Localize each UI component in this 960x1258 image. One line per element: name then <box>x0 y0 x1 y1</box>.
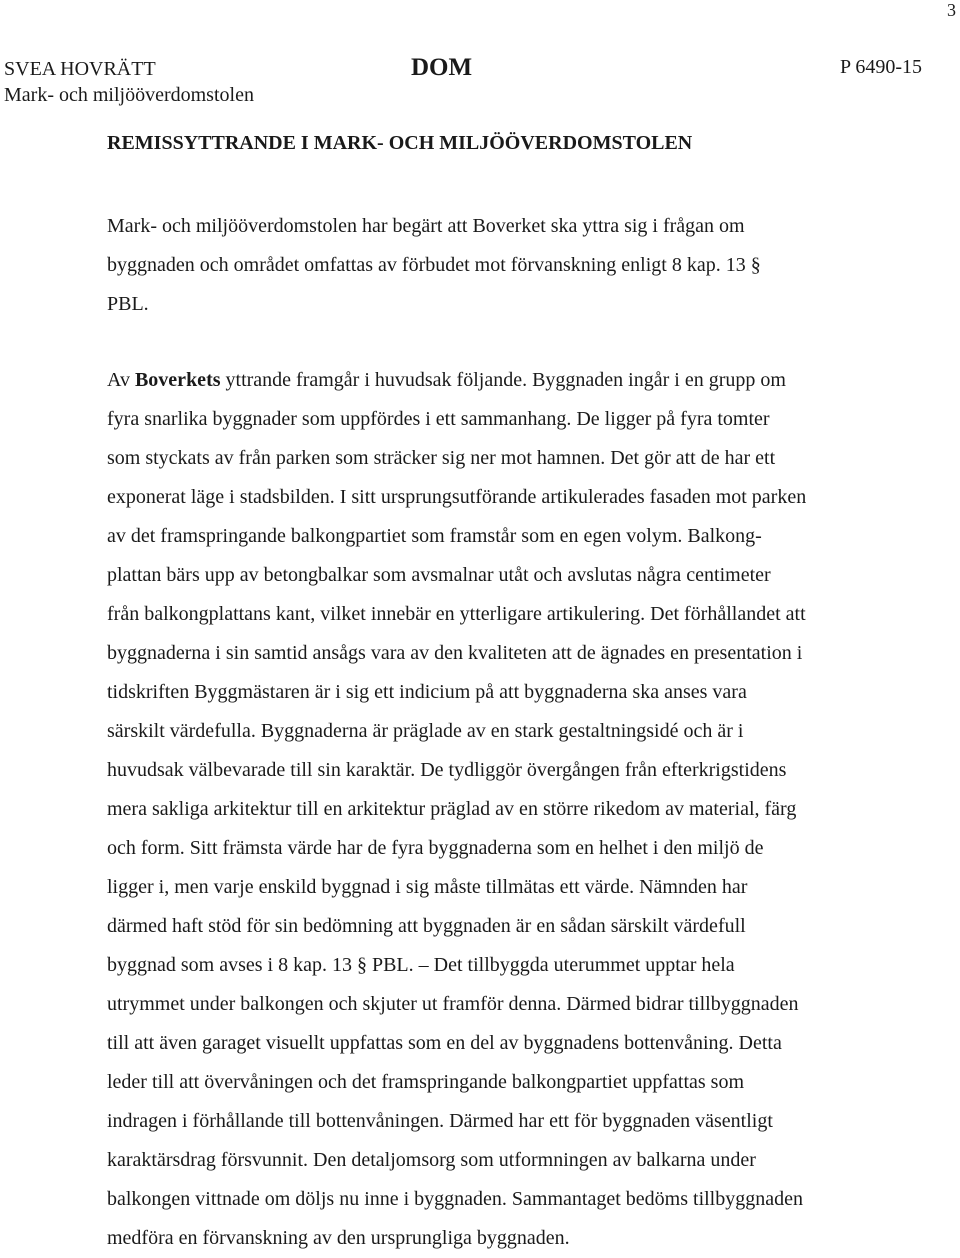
body-line: särskilt värdefulla. Byggnaderna är präglade av en stark gestaltningsidé och är i <box>107 720 744 742</box>
page-number: 3 <box>947 0 956 20</box>
body-line: ligger i, men varje enskild byggnad i sig måste tillmätas ett värde. Nämnden har <box>107 876 748 898</box>
body-line: utrymmet under balkongen och skjuter ut framför denna. Därmed bidrar tillbyggnaden <box>107 993 799 1015</box>
body-line: av det framspringande balkongpartiet som framstår som en egen volym. Balkong- <box>107 525 762 547</box>
body-line: medföra en förvanskning av den ursprungliga byggnaden. <box>107 1227 570 1249</box>
body-line: karaktärsdrag försvunnit. Den detaljomsorg som utformningen av balkarna under <box>107 1149 756 1171</box>
body-line: plattan bärs upp av betongbalkar som avsmalnar utåt och avslutas några centimeter <box>107 564 771 586</box>
body-line: mera sakliga arkitektur till en arkitektur präglad av en större rikedom av material, färg <box>107 798 797 820</box>
body-line: indragen i förhållande till bottenvåningen. Därmed har ett för byggnaden väsentligt <box>107 1110 773 1132</box>
body-line: till att även garaget visuellt uppfattas som en del av byggnadens bottenvåning. Detta <box>107 1032 782 1054</box>
document-type: DOM <box>411 54 473 81</box>
body-line: balkongen vittnade om döljs nu inne i byggnaden. Sammantaget bedöms tillbyggnaden <box>107 1188 803 1210</box>
body-line: fyra snarlika byggnader som uppfördes i ett sammanhang. De ligger på fyra tomter <box>107 408 770 430</box>
court-name <box>4 56 254 108</box>
body-line: från balkongplattans kant, vilket innebär en ytterligare artikulering. Det förhållandet att <box>107 603 806 625</box>
intro-line: PBL. <box>107 293 149 315</box>
court-name-line-2: Mark- och miljööverdomstolen <box>4 84 254 106</box>
case-number: P 6490-15 <box>839 56 922 78</box>
body-suffix: yttrande framgår i huvudsak följande. Byggnaden ingår i en grupp om <box>220 369 786 391</box>
intro-line: Mark- och miljööverdomstolen har begärt att Boverket ska yttra sig i frågan om <box>107 215 745 237</box>
body-line: därmed haft stöd för sin bedömning att byggnaden är en sådan särskilt värdefull <box>107 915 746 937</box>
body-line: huvudsak välbevarade till sin karaktär. De tydliggör övergången från efterkrigstidens <box>107 759 787 781</box>
body-line: byggnaderna i sin samtid ansågs vara av den kvaliteten att de ägnades en presentation i <box>107 642 803 664</box>
body-line: exponerat läge i stadsbilden. I sitt ursprungsutförande artikulerades fasaden mot parken <box>107 486 807 508</box>
body-line: och form. Sitt främsta värde har de fyra byggnaderna som en helhet i den miljö de <box>107 837 764 859</box>
intro-paragraph <box>107 207 867 324</box>
body-line: byggnad som avses i 8 kap. 13 § PBL. – Det tillbyggda uterummet upptar hela <box>107 954 735 976</box>
body-line: som styckats av från parken som sträcker sig ner mot hamnen. Det gör att de har ett <box>107 447 776 469</box>
body-line: tidskriften Byggmästaren är i sig ett indicium på att byggnaderna ska anses vara <box>107 681 747 703</box>
body-bold-term: Boverkets <box>134 369 221 391</box>
body-line-first <box>107 361 897 400</box>
intro-line: byggnaden och området omfattas av förbudet mot förvanskning enligt 8 kap. 13 § <box>107 254 761 276</box>
court-name-line-1: SVEA HOVRÄTT <box>4 58 156 80</box>
body-paragraph <box>107 361 897 1258</box>
body-prefix: Av <box>107 369 135 391</box>
section-heading: REMISSYTTRANDE I MARK- OCH MILJÖÖVERDOMSTOLEN <box>107 132 693 154</box>
body-line: leder till att övervåningen och det framspringande balkongpartiet uppfattas som <box>107 1071 745 1093</box>
